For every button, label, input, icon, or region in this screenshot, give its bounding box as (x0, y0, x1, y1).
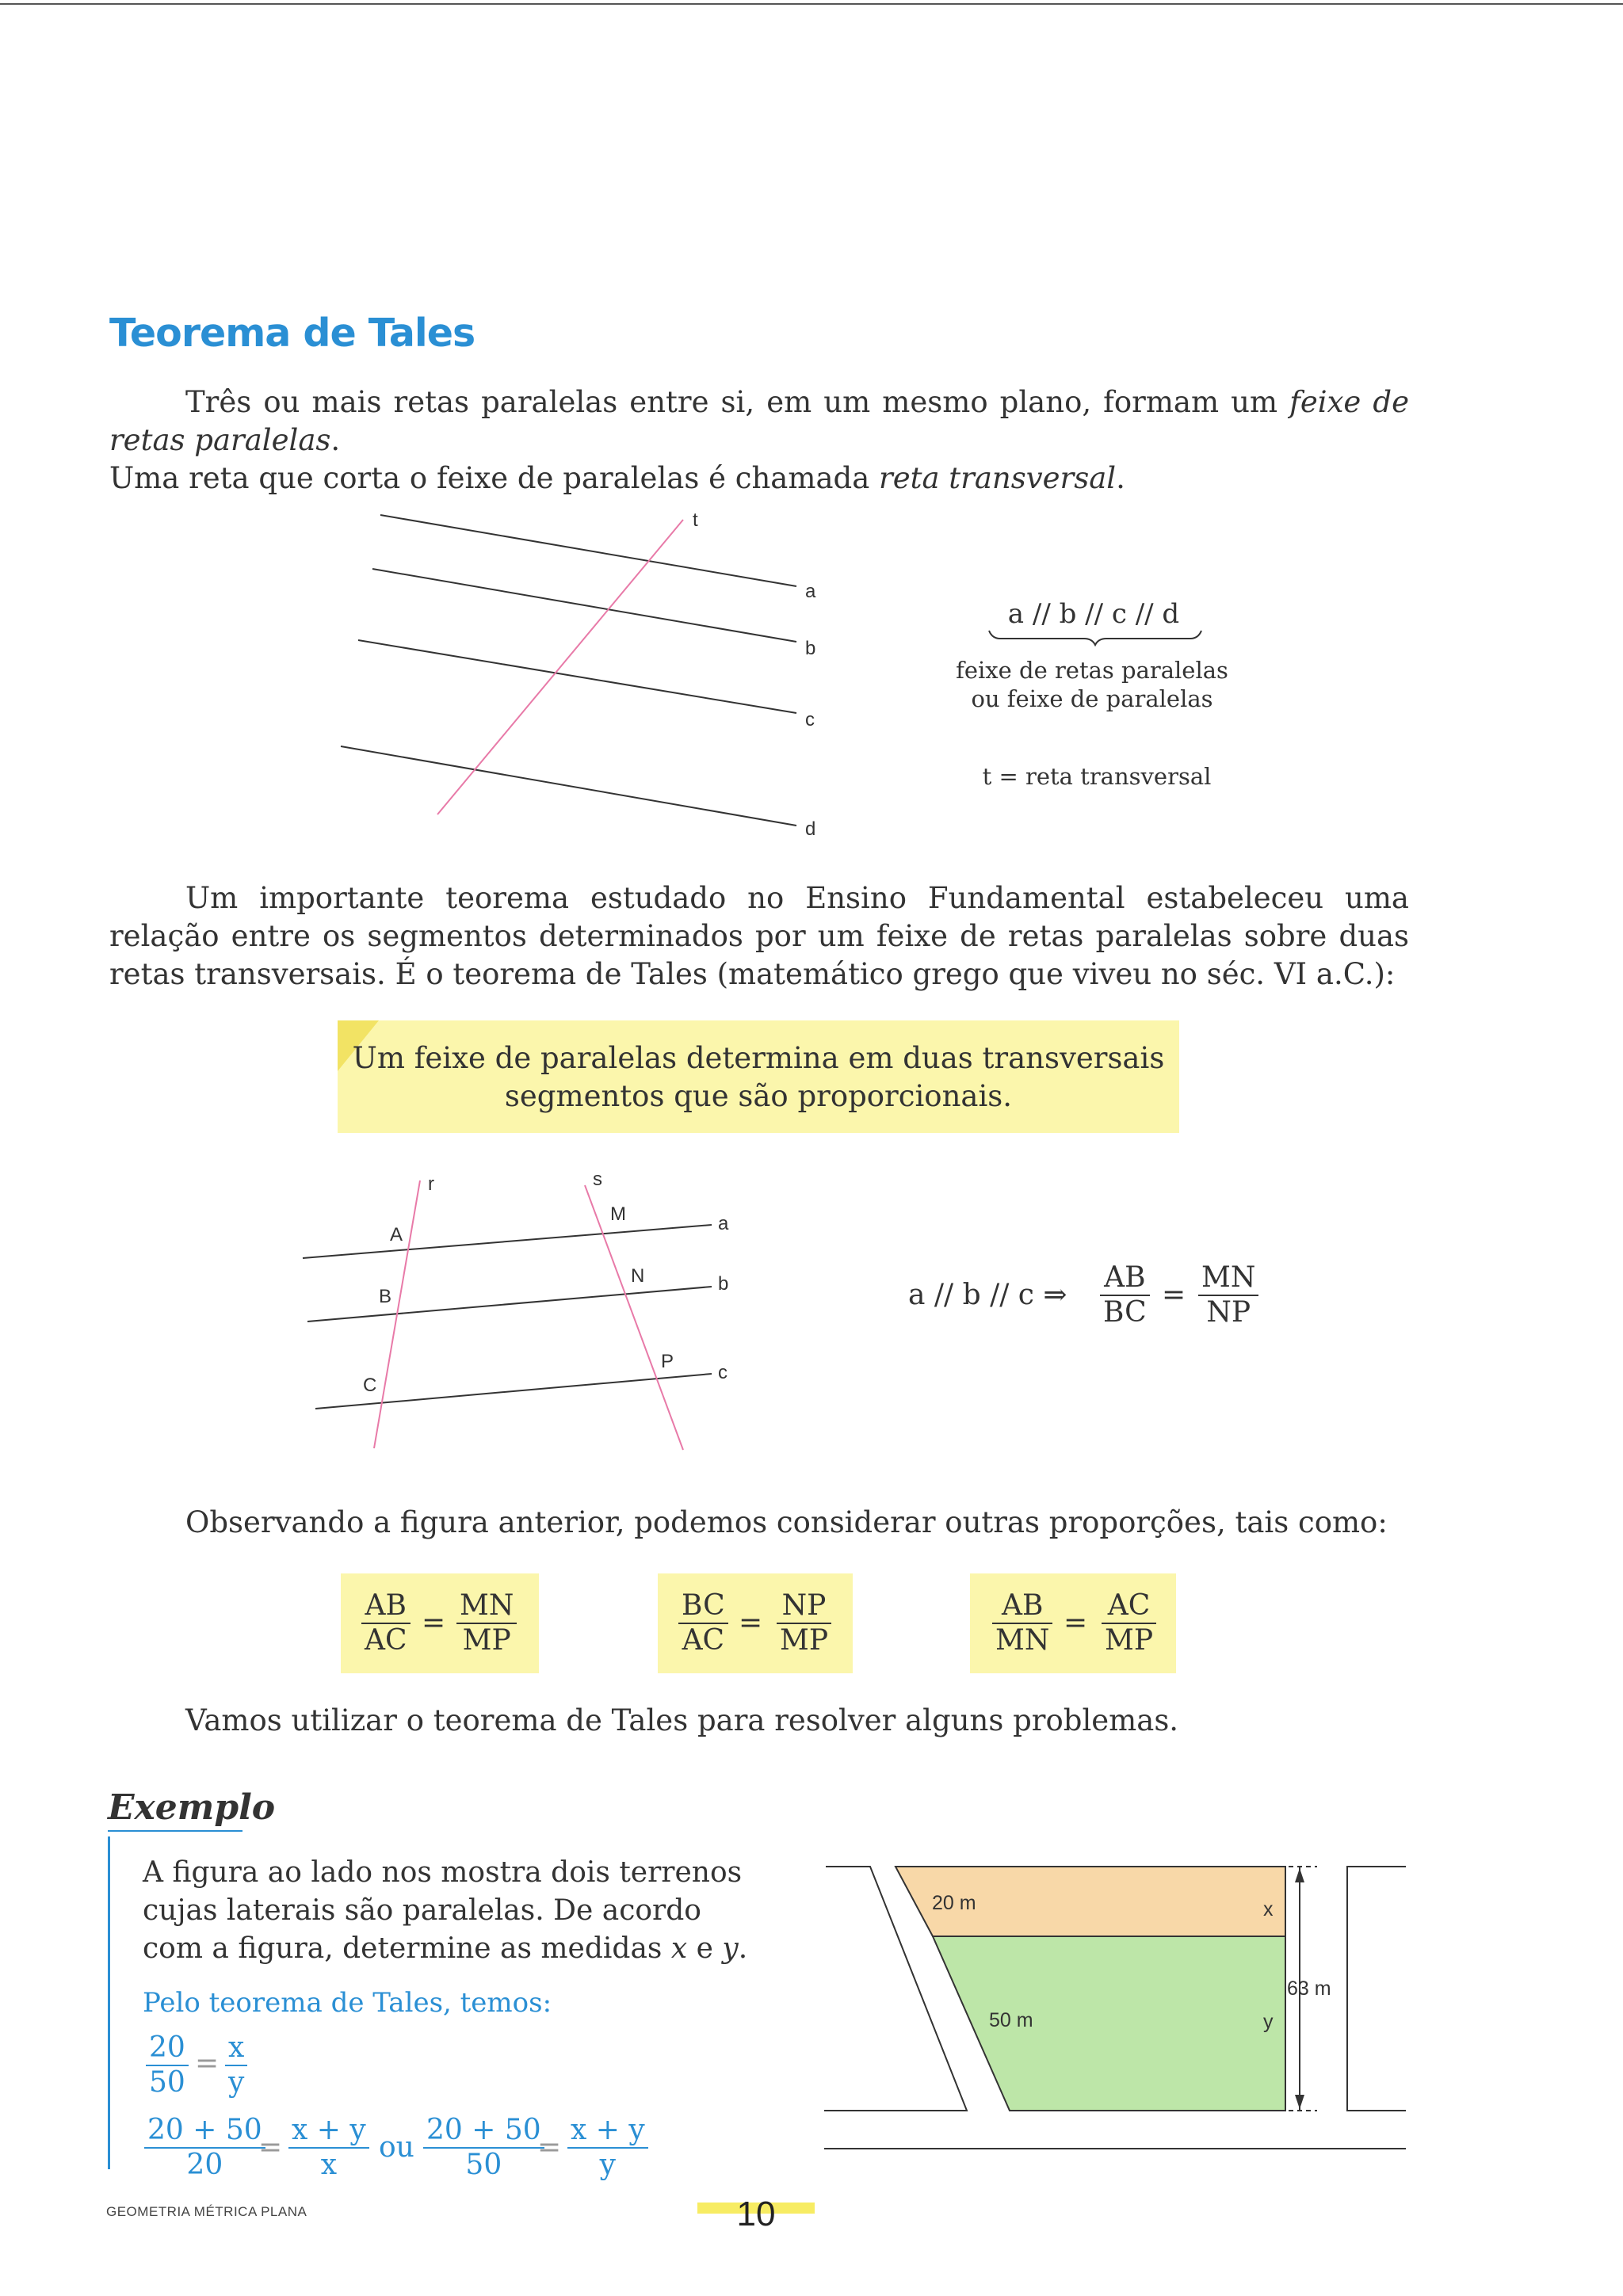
frac-num: AC (1102, 1589, 1156, 1624)
label-t: t (693, 509, 698, 531)
term-feixe: feixe de retas paralelas (109, 385, 1409, 457)
example-text-before: A figura ao lado nos mostra dois terrenos cujas laterais são paralelas. De acordo com a figura, determine as medidas (143, 1856, 743, 1965)
var-x: x (670, 1932, 688, 1965)
label-s: s (593, 1169, 602, 1190)
observing-paragraph: Observando a figura anterior, podemos considerar outras proporções, tais como: (185, 1505, 1388, 1539)
label-d: d (805, 818, 816, 840)
point-N: N (631, 1265, 645, 1287)
example-text-mid: e (687, 1932, 723, 1965)
section-title: Teorema de Tales (109, 311, 475, 356)
frac-num: MN (456, 1589, 517, 1624)
var-y: y (722, 1932, 739, 1965)
frac-num: AB (992, 1589, 1052, 1624)
frac-num: 20 (146, 2031, 189, 2066)
arrow-down (1295, 2095, 1304, 2109)
tales-premise: a // b // c ⇒ (908, 1279, 1067, 1311)
label-x: x (1263, 1898, 1274, 1920)
label-c: c (805, 709, 815, 730)
transversal-caption: t = reta transversal (982, 763, 1212, 790)
equals-sign: = (1162, 1279, 1186, 1311)
equals-sign: = (537, 2131, 562, 2164)
frac-num: AB (361, 1589, 411, 1624)
equals-sign: = (258, 2131, 283, 2164)
tales-line: Pelo teorema de Tales, temos: (143, 1987, 552, 2019)
caption-line-1: feixe de retas paralelas (956, 657, 1228, 684)
point-M: M (610, 1203, 626, 1225)
label-20m: 20 m (932, 1892, 976, 1914)
label-a: a (805, 581, 816, 602)
book-title: GEOMETRIA MÉTRICA PLANA (106, 2204, 307, 2219)
frac-den: y (228, 2066, 245, 2099)
label-parallel-b: b (718, 1273, 729, 1295)
point-B: B (379, 1286, 392, 1307)
example-text-end: . (738, 1932, 748, 1965)
bottom-terrain (933, 1936, 1285, 2111)
frac-den: 20 (186, 2149, 223, 2181)
problems-paragraph: Vamos utilizar o teorema de Tales para resolver alguns problemas. (185, 1703, 1179, 1737)
example-heading: Exemplo (108, 1787, 276, 1828)
equals-sign: = (195, 2047, 220, 2080)
page-number: 10 (736, 2195, 776, 2233)
frac-den: y (599, 2149, 617, 2181)
intro-text-1: Três ou mais retas paralelas entre si, em um mesmo plano, formam um (185, 385, 1290, 419)
equals-sign: = (1064, 1607, 1088, 1639)
frac-num: x + y (567, 2114, 648, 2149)
frac-den: MP (462, 1624, 511, 1657)
theorem-line-1: Um feixe de paralelas determina em duas transversais (352, 1041, 1165, 1075)
frac-den: NP (1206, 1296, 1251, 1329)
frac-den: AC (682, 1624, 725, 1657)
frac-den: MN (995, 1624, 1050, 1657)
parallel-relation: a // b // c // d (1007, 598, 1180, 630)
frac-den: BC (1103, 1296, 1147, 1329)
frac-num: BC (678, 1589, 728, 1624)
point-P: P (661, 1351, 674, 1372)
frac-den: MP (1105, 1624, 1154, 1657)
caption-line-2: ou feixe de paralelas (971, 685, 1213, 712)
term-transversal: reta transversal (879, 461, 1117, 495)
arrow-up (1295, 1868, 1304, 1882)
frac-num: x + y (288, 2114, 369, 2149)
frac-den: x (320, 2149, 337, 2181)
frac-num: NP (777, 1589, 831, 1624)
point-A: A (390, 1224, 403, 1245)
frac-num: x (225, 2031, 247, 2066)
frac-den: 50 (465, 2149, 502, 2181)
theorem-intro-text: Um importante teorema estudado no Ensino Fundamental estabeleceu uma relação entre os segmentos determinados por um feixe de retas paralelas sobre duas retas transversais. É o teorema de Tales (matemático grego que viveu no séc. VI a.C.): (109, 881, 1409, 991)
label-63m: 63 m (1287, 1978, 1331, 2000)
frac-num: 20 + 50 (423, 2114, 544, 2149)
label-parallel-a: a (718, 1213, 729, 1234)
intro-text-2: Uma reta que corta o feixe de paralelas é chamada (109, 461, 880, 495)
equals-sign: = (422, 1607, 446, 1639)
label-r: r (428, 1173, 434, 1195)
frac-num: 20 + 50 (144, 2114, 265, 2149)
intro-period-2: . (1116, 461, 1125, 495)
label-50m: 50 m (989, 2009, 1033, 2031)
frac-den: AC (365, 1624, 407, 1657)
equals-sign: = (739, 1607, 763, 1639)
label-b: b (805, 638, 816, 659)
frac-num: AB (1100, 1261, 1150, 1296)
frac-den: 50 (149, 2066, 185, 2099)
theorem-line-2: segmentos que são proporcionais. (504, 1079, 1013, 1113)
point-C: C (363, 1375, 377, 1396)
right-bracket (1347, 1867, 1406, 2111)
label-parallel-c: c (718, 1362, 727, 1383)
label-y: y (1263, 2011, 1274, 2033)
frac-den: MP (780, 1624, 829, 1657)
frac-num: MN (1198, 1261, 1258, 1296)
ou-word: ou (379, 2131, 414, 2164)
intro-period-1: . (330, 423, 341, 457)
